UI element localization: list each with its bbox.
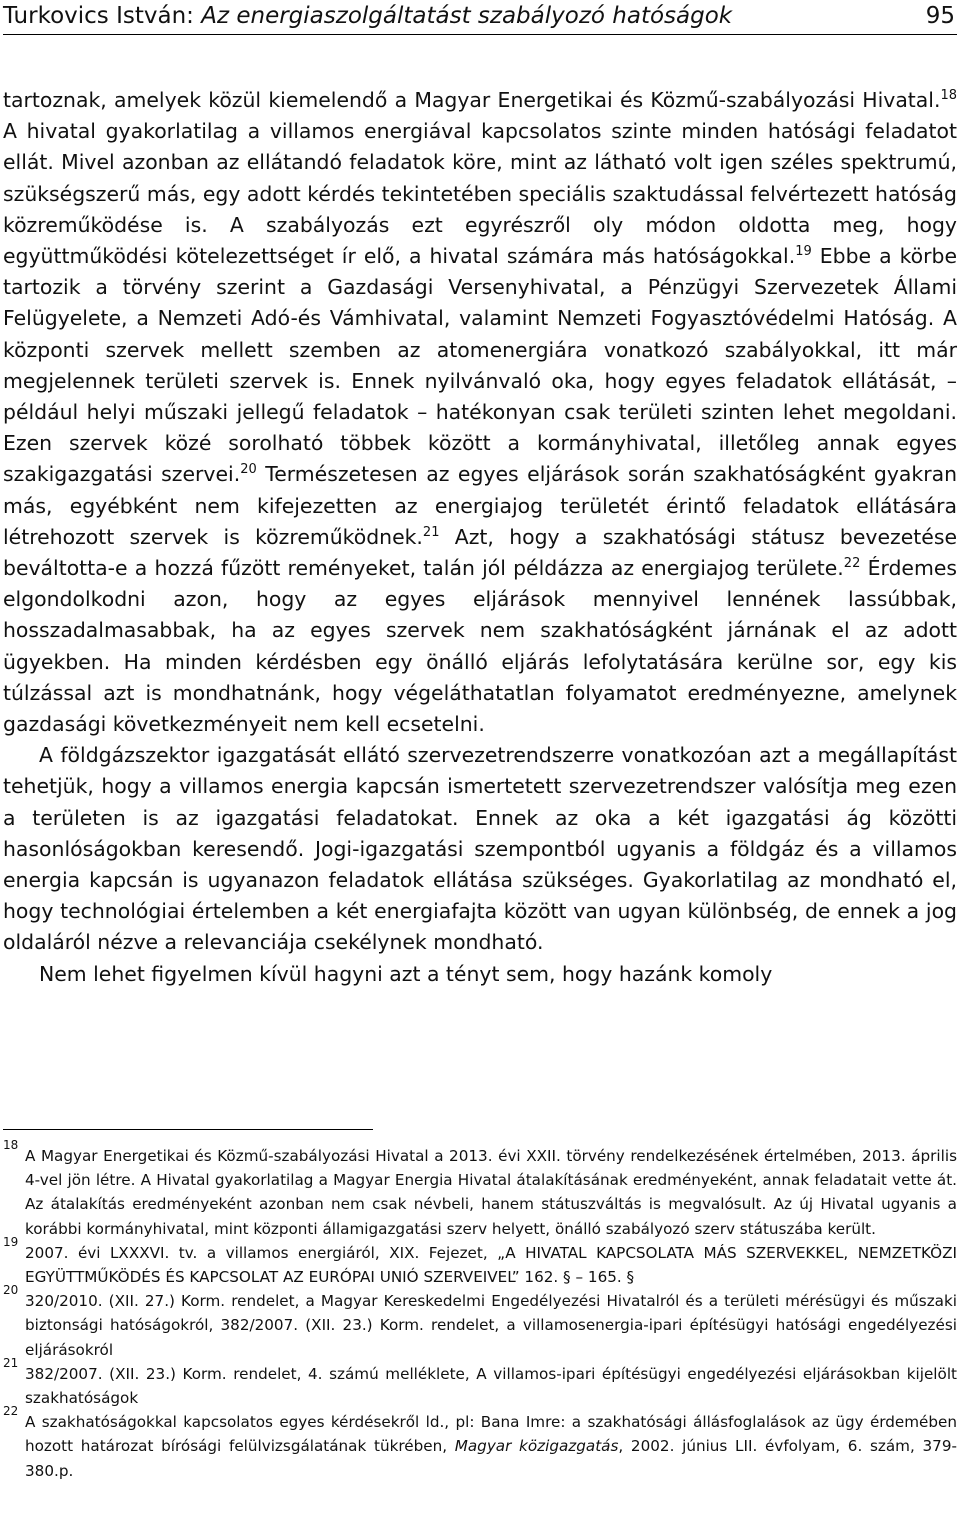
text-run: Azt, hogy a szakhatósági státusz bevezetése beváltotta-e a hozzá fűzött reményeket, talán jól példázza az energiajog területe. bbox=[3, 524, 957, 581]
page-header bbox=[3, 0, 957, 35]
body-text bbox=[3, 85, 957, 990]
running-head-title: Az energiaszolgáltatást szabályozó hatóságok bbox=[201, 3, 733, 29]
footnote-text bbox=[25, 1413, 957, 1479]
text-run: tartoznak, amelyek közül kiemelendő a Magyar Energetikai és Közmű-szabályozási Hivatal. bbox=[3, 88, 941, 112]
footnote-21 bbox=[3, 1355, 957, 1410]
footnote-ref-22[interactable]: 22 bbox=[843, 556, 861, 572]
footnote-19 bbox=[3, 1234, 957, 1289]
text-run: A hivatal gyakorlatilag a villamos energiával kapcsolatos szinte minden hatósági feladatot ellát. Mivel azonban az ellátandó feladatok köre, mint az látható volt igen széles spektrumú, szükségszerű más, egy adott kérdés tekintetében speciális szaktudással felvértezett hatóság közreműködése is. A szabályozás ezt egyrészről oly módon oldotta meg, hogy együttműködési kötelezettséget ír elő, a hivatal számára más hatóságokkal. bbox=[3, 119, 957, 269]
footnote-text: A Magyar Energetikai és Közmű-szabályozási Hivatal a 2013. évi XXII. törvény rendelkezésének értelmében, 2013. április 4-vel jön létre. A Hivatal gyakorlatilag a Magyar Energia Hivatal átalakításának eredményeként, annak feladatait vette át. Az átalakítás eredményeként azonban nem csak névbeli, hanem státuszváltás is megvalósult. Az új Hivatal ugyanis a korábbi kormányhivatal, mint központi államigazgatási szerv helyett, önálló szabályozó szerv státuszába került. bbox=[25, 1147, 957, 1238]
footnote-text: 382/2007. (XII. 23.) Korm. rendelet, 4. számú melléklete, A villamos-ipari építésügyi engedélyezési eljárásokban kijelölt szakhatóságok bbox=[25, 1364, 957, 1408]
footnote-text-run: , 2002. június LII. évfolyam, 6. szám, 379-380.p. bbox=[25, 1437, 957, 1480]
text-run: Ebbe a körbe tartozik a törvény szerint a Gazdasági Versenyhivatal, a Pénzügyi Szervezetek Állami Felügyelete, a Nemzeti Adó-és Vámhivatal, valamint Nemzeti Fogyasztóvédelmi Hatóság. A központi szervek mellett szemben az atomenergiára vonatkozó szabályokkal, itt már megjelennek területi szervek is. Ennek nyilvánvaló oka, hogy egyes feladatok ellátását, – például helyi műszaki jellegű feladatok – hatékonyan csak területi szinten lehet megoldani. Ezen szervek közé sorolható többek között a kormányhivatal, illetőleg annak egyes szakigazgatási szervei. bbox=[3, 244, 957, 487]
paragraph-2: A földgázszektor igazgatását ellátó szervezetrendszerre vonatkozóan azt a megállapítást tehetjük, hogy a villamos energia kapcsán ismertetett szervezetrendszer valósítja meg ezen a területen is az igazgatási feladatokat. Ennek az oka a két igazgatási ág közötti hasonlóságokban keresendő. Jogi-igazgatási szempontból ugyanis a földgáz és a villamos energia kapcsán is ugyanazon feladatok ellátása szükséges. Gyakorlatilag az mondható el, hogy technológiai értelemben a két energiafajta között van ugyan különbség, de ennek a jog oldaláról nézve a relevanciája csekélynek mondható. bbox=[3, 743, 957, 955]
footnote-18 bbox=[3, 1138, 957, 1241]
footnote-ref-18[interactable]: 18 bbox=[940, 88, 957, 103]
running-head-author: Turkovics István: bbox=[3, 3, 202, 29]
journal-title: Magyar közigazgatás bbox=[454, 1437, 619, 1456]
footnote-number: 21 bbox=[3, 1355, 19, 1370]
footnote-number: 18 bbox=[3, 1138, 19, 1152]
footnote-22 bbox=[3, 1404, 957, 1483]
page-number: 95 bbox=[925, 3, 955, 29]
paragraph-3: Nem lehet figyelmen kívül hagyni azt a tényt sem, hogy hazánk komoly bbox=[39, 961, 773, 986]
footnote-ref-20[interactable]: 20 bbox=[240, 462, 257, 478]
footnote-number: 22 bbox=[3, 1404, 19, 1419]
paragraph-1 bbox=[3, 85, 957, 740]
footnote-separator bbox=[3, 1129, 373, 1130]
footnote-text: 320/2010. (XII. 27.) Korm. rendelet, a Magyar Kereskedelmi Engedélyezési Hivatalról és a területi mérésügyi és műszaki biztonsági hatóságokról, 382/2007. (XII. 23.) Korm. rendelet, a villamosenergia-ipari építésügyi hatósági engedélyezési eljárásokról bbox=[25, 1292, 957, 1359]
footnote-text-run: A szakhatóságokkal kapcsolatos egyes kérdésekről ld., pl: Bana Imre: a szakhatósági állásfoglalások az ügy érdemében hozott határozat bírósági felülvizsgálatának tükrében, bbox=[25, 1413, 957, 1456]
footnote-ref-19[interactable]: 19 bbox=[795, 244, 812, 260]
running-head bbox=[3, 0, 732, 32]
footnote-number: 20 bbox=[3, 1283, 19, 1298]
footnote-number: 19 bbox=[3, 1234, 19, 1249]
footnote-20 bbox=[3, 1283, 957, 1362]
footnote-text: 2007. évi LXXXVI. tv. a villamos energiáról, XIX. Fejezet, „A HIVATAL KAPCSOLATA MÁS SZERVEKKEL, NEMZETKÖZI EGYÜTTMŰKÖDÉS ÉS KAPCSOLAT AZ EURÓPAI UNIÓ SZERVEIVEL” 162. § – 165. § bbox=[25, 1243, 957, 1287]
footnotes bbox=[3, 1138, 957, 1483]
text-run: Természetesen az egyes eljárások során szakhatóságként gyakran más, egyébként nem kifejezetten az energiajog területét érintő feladatok ellátására létrehozott szervek is közreműködnek. bbox=[3, 462, 958, 549]
text-run: Érdemes elgondolkodni azon, hogy az egyes eljárások mennyivel lennének lassúbbak, hosszadalmasabbak, ha az egyes szervek nem szakhatóságként járnának el az adott ügyekben. Ha minden kérdésben egy önálló eljárás lefolytatására kerülne sor, egy kis túlzással azt is mondhatnánk, hogy végeláthatatlan folyamatot eredményezne, amelynek gazdasági következményeit nem kell ecsetelni. bbox=[3, 556, 957, 737]
footnote-ref-21[interactable]: 21 bbox=[422, 524, 440, 540]
